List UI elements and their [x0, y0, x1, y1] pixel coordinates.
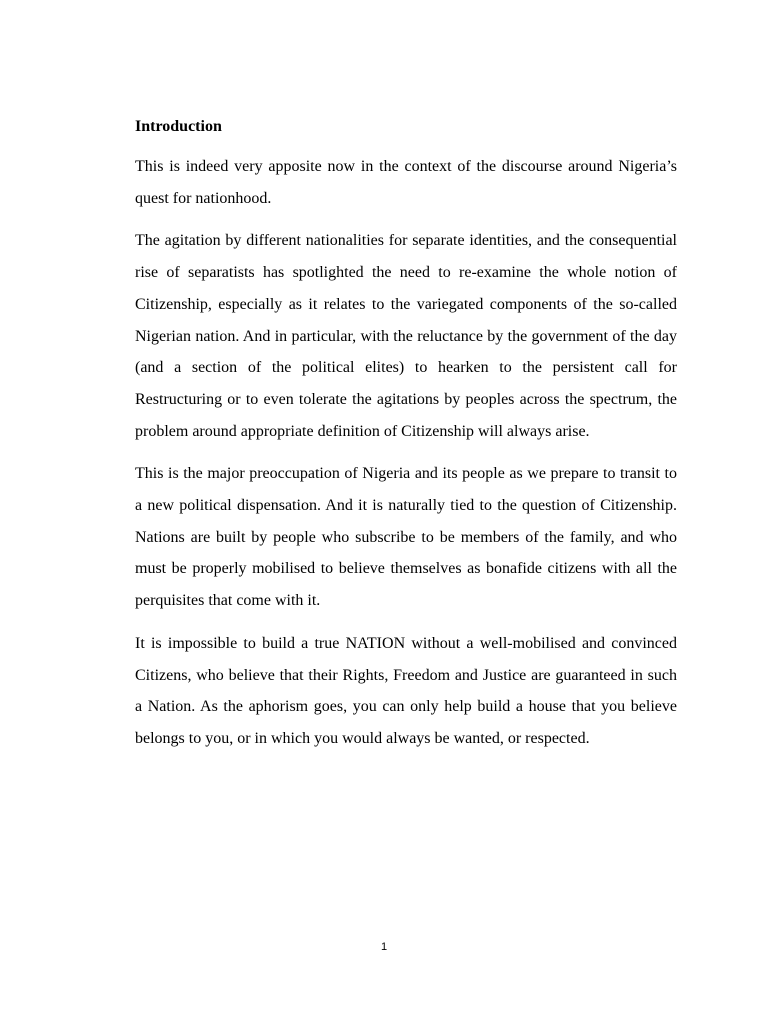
document-body: [135, 113, 677, 766]
paragraph-1: This is indeed very apposite now in the context of the discourse around Nigeria’s quest for nationhood.: [135, 158, 677, 207]
paragraph-2: The agitation by different nationalities for separate identities, and the consequential rise of separatists has spotlighted the need to re-examine the whole notion of Citizenship, especially as it relates to the variegated components of the so-called Nigerian nation. And in particular, with the reluctance by the government of the day (and a section of the political elites) to hearken to the persistent call for Restructuring or to even tolerate the agitations by peoples across the spectrum, the problem around appropriate definition of Citizenship will always arise.: [135, 232, 677, 440]
page-number: 1: [380, 941, 388, 953]
paragraph-4: It is impossible to build a true NATION without a well-mobilised and convinced Citizens, who believe that their Rights, Freedom and Justice are guaranteed in such a Nation. As the aphorism goes, you can only help build a house that you believe belongs to you, or in which you would always be wanted, or respected.: [135, 634, 677, 747]
section-heading: Introduction: [135, 118, 222, 135]
paragraph-3: This is the major preoccupation of Nigeria and its people as we prepare to transit to a new political dispensation. And it is naturally tied to the question of Citizenship. Nations are built by people who subscribe to be members of the family, and who must be properly mobilised to believe themselves as bonafide citizens with all the perquisites that come with it.: [135, 465, 677, 610]
